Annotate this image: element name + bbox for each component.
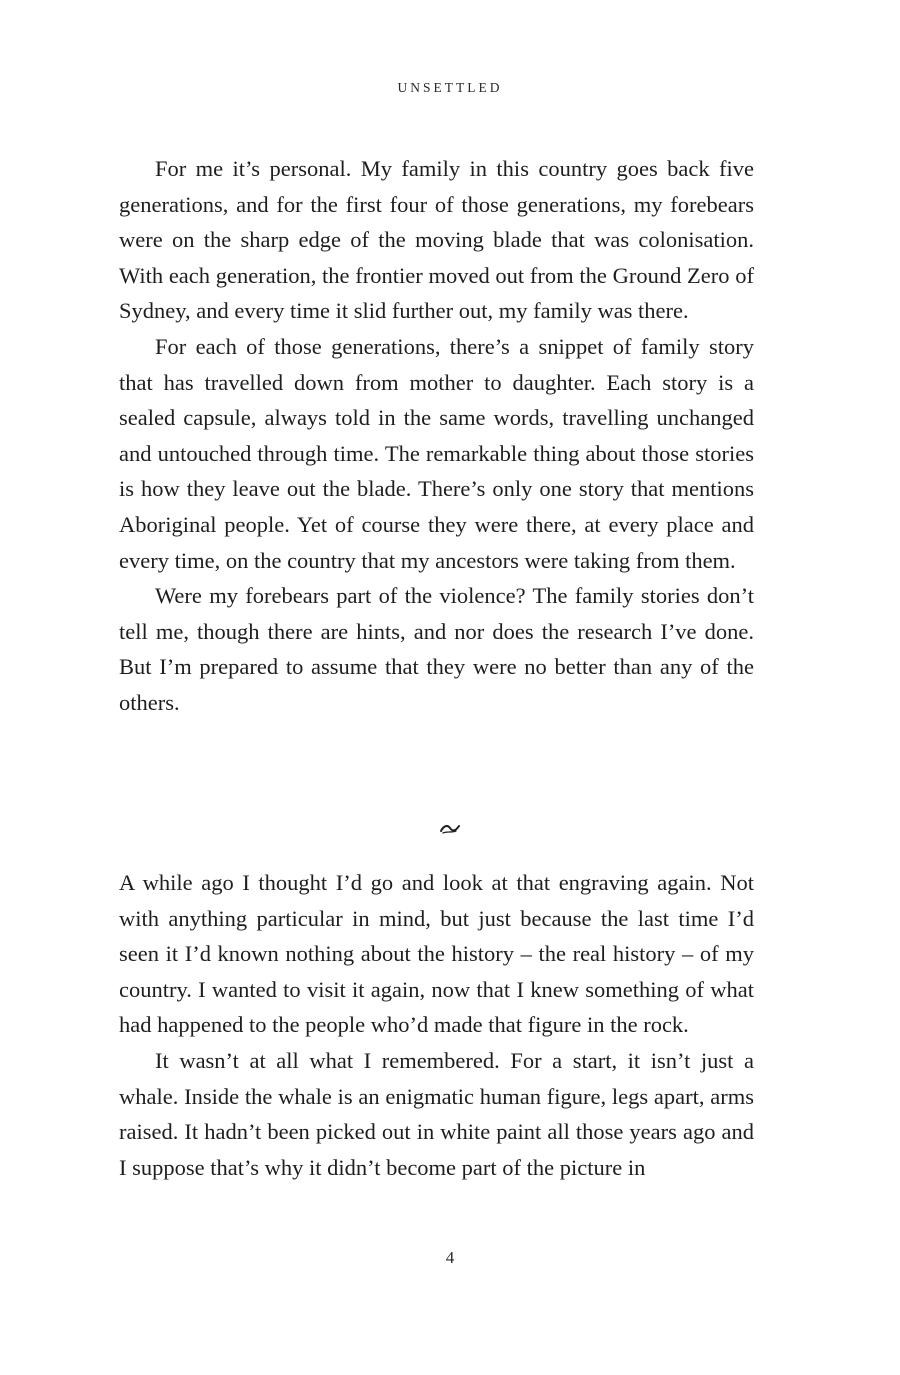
paragraph: A while ago I thought I’d go and look at that engraving again. Not with anything particular in mind, but just because the last time I’d seen it I’d known nothing about the history – the real history – of my country. I wanted to visit it again, now that I knew something of what had happened to the people who’d made that figure in the rock. <box>119 870 754 1038</box>
page-number: 4 <box>445 1248 455 1267</box>
paragraph: For me it’s personal. My family in this country goes back five generations, and for the first four of those generations, my forebears were on the sharp edge of the moving blade that was colonisation. With each generation, the frontier moved out from the Ground Zero of Sydney, and every time it slid further out, my family was there. <box>119 156 754 324</box>
paragraph: For each of those generations, there’s a snippet of family story that has travelled down from mother to daughter. Each story is a sealed capsule, always told in the same words, travelling unchanged and untouched through time. The remarkable thing about those stories is how they leave out the blade. There’s only one story that mentions Aboriginal people. Yet of course they were there, at every place and every time, on the country that my ancestors were taking from them. <box>119 333 754 573</box>
section-two <box>119 865 754 1185</box>
section-one <box>119 151 754 721</box>
paragraph: It wasn’t at all what I remembered. For a start, it isn’t just a whale. Inside the whale is an enigmatic human figure, legs apart, arms raised. It hadn’t been picked out in white paint all those years ago and I suppose that’s why it didn’t become part of the picture in <box>119 1047 754 1180</box>
section-break <box>0 815 900 841</box>
swash-ornament-icon <box>439 815 461 840</box>
running-head: UNSETTLED <box>397 80 503 95</box>
paragraph: Were my forebears part of the violence? The family stories don’t tell me, though there are hints, and nor does the research I’ve done. But I’m prepared to assume that they were no better than any of the others. <box>119 583 754 715</box>
